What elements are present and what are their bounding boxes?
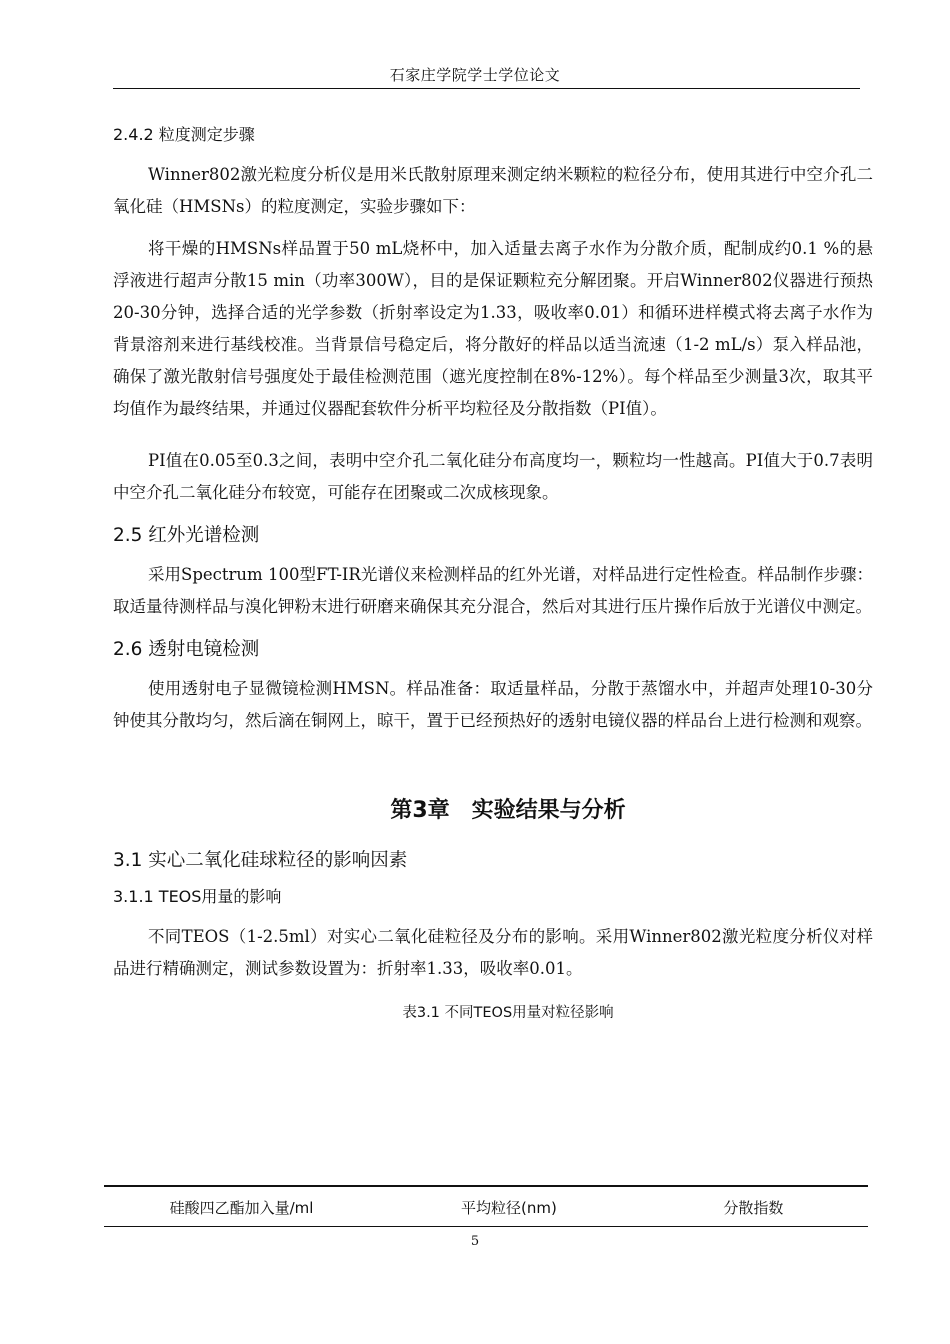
paragraph: 使用透射电子显微镜检测HMSN。样品准备：取适量样品，分散于蒸馏水中，并超声处理10-30分钟使其分散均匀，然后滴在铜网上，晾干，置于已经预热好的透射电镜仪器的样品台上进行检测和观察。 [113,679,873,730]
table-header-row [104,1186,868,1227]
table-header-cell: 硅酸四乙酯加入量/ml [169,1199,314,1217]
section-heading-2-6: 2.6 透射电镜检测 [113,639,260,660]
page-number: 5 [470,1234,480,1249]
paragraph: 采用Spectrum 100型FT-IR光谱仪来检测样品的红外光谱，对样品进行定性检查。样品制作步骤：取适量待测样品与溴化钾粉末进行研磨来确保其充分混合，然后对其进行压片操作后放于光谱仪中测定。 [113,565,873,616]
paragraph: 将干燥的HMSNs样品置于50 mL烧杯中，加入适量去离子水作为分散介质，配制成约0.1 %的悬浮液进行超声分散15 min（功率300W），目的是保证颗粒充分解团聚。开启Winner802仪器进行预热20-30分钟，选择合适的光学参数（折射率设定为1.33，吸收率0.01）和循环进样模式将去离子水作为背景溶剂来进行基线校准。当背景信号稳定后，将分散好的样品以适当流速（1-2 mL/s）泵入样品池，确保了激光散射信号强度处于最佳检测范围（遮光度控制在8%-12%）。每个样品至少测量3次，取其平均值作为最终结果，并通过仪器配套软件分析平均粒径及分散指数（PI值）。 [113,239,873,418]
header-rule [113,88,860,89]
paragraph: Winner802激光粒度分析仪是用米氏散射原理来测定纳米颗粒的粒径分布，使用其进行中空介孔二氧化硅（HMSNs）的粒度测定，实验步骤如下： [113,165,873,216]
section-heading-2-5: 2.5 红外光谱检测 [113,525,260,546]
paragraph: 不同TEOS（1-2.5ml）对实心二氧化硅粒径及分布的影响。采用Winner802激光粒度分析仪对样品进行精确测定，测试参数设置为：折射率1.33，吸收率0.01。 [113,927,873,978]
chapter-title: 第3章 实验结果与分析 [390,798,626,823]
table-header-cell: 分散指数 [723,1199,784,1217]
particle-size-table [104,1185,868,1227]
main-content [113,112,873,1032]
section-heading-2-4-2: 2.4.2 粒度测定步骤 [113,125,255,144]
table-header-cell: 平均粒径(nm) [460,1199,557,1217]
table-caption: 表3.1 不同TEOS用量对粒径影响 [402,1005,614,1021]
section-heading-3-1-1: 3.1.1 TEOS用量的影响 [113,887,282,906]
section-heading-3-1: 3.1 实心二氧化硅球粒径的影响因素 [113,850,408,871]
paragraph: PI值在0.05至0.3之间，表明中空介孔二氧化硅分布高度均一，颗粒均一性越高。PI值大于0.7表明中空介孔二氧化硅分布较宽，可能存在团聚或二次成核现象。 [113,451,873,502]
running-header-title: 石家庄学院学士学位论文 [389,66,561,84]
